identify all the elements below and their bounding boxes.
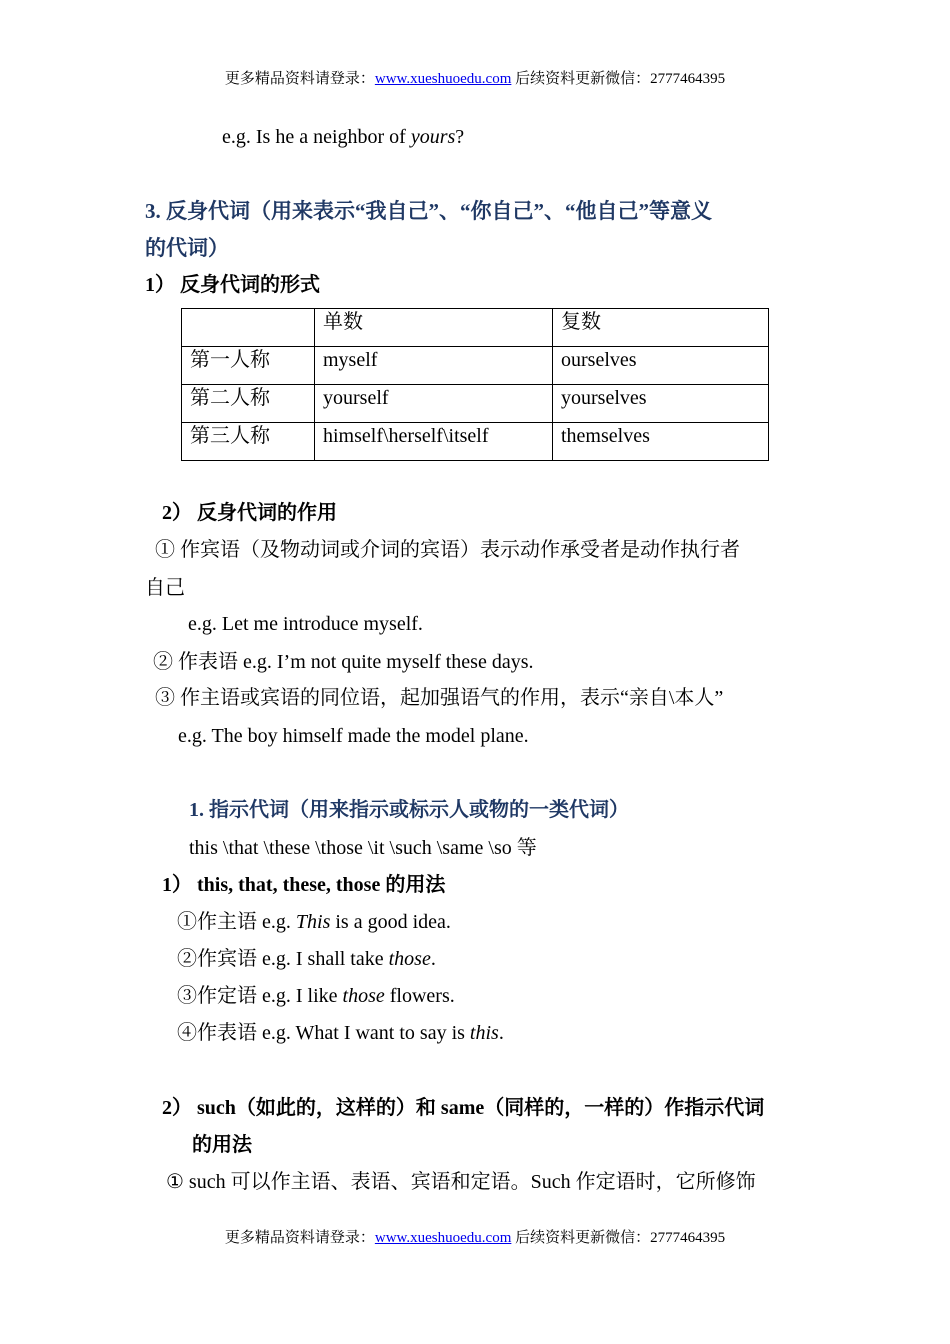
example-text-end: ? [455, 126, 465, 148]
usage-3: ③ 作主语或宾语的同位语，起加强语气的作用，表示“亲自\本人” [155, 687, 724, 709]
subheading-usage: 2） 反身代词的作用 [162, 502, 337, 524]
example-yours [222, 123, 464, 151]
demonstrative-sub1: 1） this, that, these, those 的用法 [162, 874, 446, 896]
table-cell: 复数 [553, 309, 769, 347]
header-suffix: 后续资料更新微信：2777464395 [511, 71, 726, 87]
table-cell: 第一人称 [182, 347, 315, 385]
item-text: ②作宾语 e.g. I shall take [177, 948, 389, 970]
table-cell: yourself [315, 385, 553, 423]
example-1: e.g. Let me introduce myself. [188, 613, 423, 635]
item-text: ④作表语 e.g. What I want to say is [177, 1022, 470, 1044]
usage-1-line1: ① 作宾语（及物动词或介词的宾语）表示动作承受者是动作执行者 [155, 539, 740, 561]
section3-title-line2: 的代词） [145, 236, 229, 260]
footer-link[interactable]: www.xueshuoedu.com [374, 1230, 512, 1246]
demo-item-2 [177, 945, 436, 973]
table-cell: 第三人称 [182, 423, 315, 461]
item-text-end: is a good idea. [330, 911, 451, 933]
demonstrative-sub2-line2: 的用法 [192, 1134, 252, 1156]
item-italic: those [342, 985, 385, 1007]
table-row [182, 347, 769, 385]
table-cell [182, 309, 315, 347]
table-cell: myself [315, 347, 553, 385]
item-text: ①作主语 e.g. [177, 911, 296, 933]
table-cell: 第二人称 [182, 385, 315, 423]
page-footer [0, 1226, 950, 1247]
example-italic: yours [410, 126, 456, 148]
example-3: e.g. The boy himself made the model plane. [178, 725, 529, 747]
demo-item-4 [177, 1019, 504, 1047]
table-row [182, 423, 769, 461]
item-text: ③作定语 e.g. I like [177, 985, 343, 1007]
table-cell: yourselves [553, 385, 769, 423]
item-text-end: . [498, 1022, 504, 1044]
footer-suffix: 后续资料更新微信：2777464395 [511, 1230, 726, 1246]
table-cell: himself\herself\itself [315, 423, 553, 461]
item-italic: this [469, 1022, 499, 1044]
page-header [0, 67, 950, 88]
example-text: e.g. Is he a neighbor of [222, 126, 411, 148]
usage-2: ② 作表语 e.g. I’m not quite myself these days. [153, 651, 534, 673]
demo-item-1 [177, 908, 451, 936]
table-cell: ourselves [553, 347, 769, 385]
usage-1-line2: 自己 [145, 577, 185, 599]
item-text-end: flowers. [384, 985, 455, 1007]
table-row [182, 385, 769, 423]
table-cell: 单数 [315, 309, 553, 347]
demonstrative-list: this \that \these \those \it \such \same \so 等 [189, 837, 537, 859]
subheading-forms: 1） 反身代词的形式 [145, 274, 320, 296]
section3-title-line1: 3. 反身代词（用来表示“我自己”、“你自己”、“他自己”等意义 [145, 199, 712, 223]
footer-prefix: 更多精品资料请登录： [224, 1230, 375, 1246]
table-header-row [182, 309, 769, 347]
demonstrative-sub2-line1: 2） such（如此的，这样的）和 same（同样的，一样的）作指示代词 [162, 1097, 765, 1119]
table-cell: themselves [553, 423, 769, 461]
demonstrative-title: 1. 指示代词（用来指示或标示人或物的一类代词） [189, 799, 629, 821]
demo-item-3 [177, 982, 455, 1010]
header-prefix: 更多精品资料请登录： [224, 71, 375, 87]
reflexive-pronoun-table [181, 308, 769, 461]
such-usage-line: ① such 可以作主语、表语、宾语和定语。Such 作定语时，它所修饰 [166, 1171, 756, 1193]
item-italic: those [388, 948, 431, 970]
header-link[interactable]: www.xueshuoedu.com [374, 71, 512, 87]
item-text-end: . [430, 948, 436, 970]
item-italic: This [295, 911, 331, 933]
